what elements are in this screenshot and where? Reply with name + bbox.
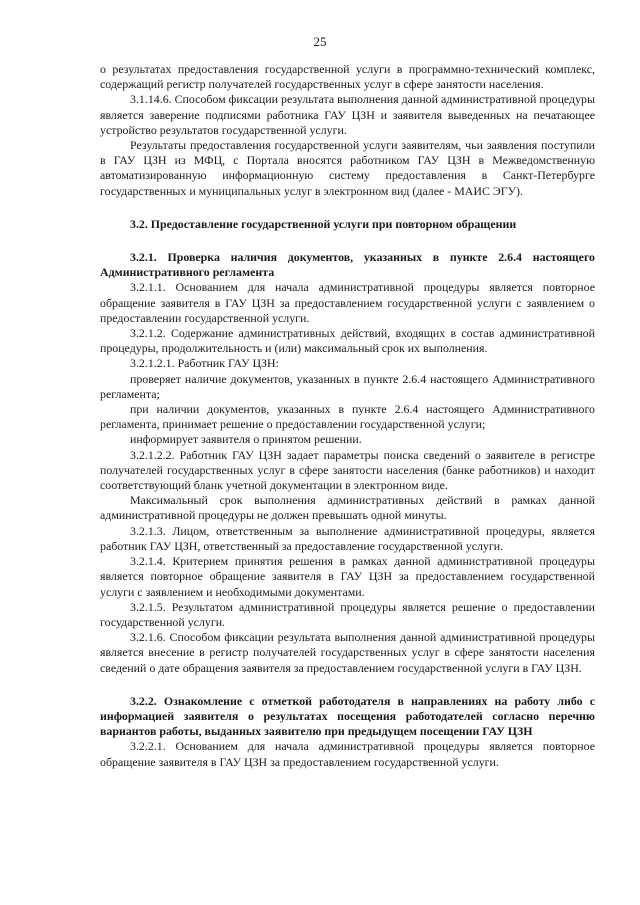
document-body [100,62,595,770]
paragraph: 3.2.1.1. Основанием для начала административной процедуры является повторное обращение заявителя в ГАУ ЦЗН за предоставлением государственной услуги с заявлением о предоставлении государственной услуги. [100,280,595,325]
section-heading: 3.2.1. Проверка наличия документов, указанных в пункте 2.6.4 настоящего Административного регламента [100,250,595,280]
paragraph: Результаты предоставления государственной услуги заявителям, чьи заявления поступили в ГАУ ЦЗН из МФЦ, с Портала вносятся работником ГАУ ЦЗН в Межведомственную автоматизированную информационную систему предоставления в Санкт-Петербурге государственных и муниципальных услуг в электронном вид (далее - МАИС ЭГУ). [100,138,595,198]
section-heading: 3.2. Предоставление государственной услуги при повторном обращении [130,216,517,231]
paragraph: 3.2.1.2.2. Работник ГАУ ЦЗН задает параметры поиска сведений о заявителе в регистре получателей государственных услуг в сфере занятости населения (банке работников) и находит соответствующий бланк учетной документации в электронном виде. [100,447,595,493]
paragraph: Максимальный срок выполнения административных действий в рамках данной административной процедуры не должен превышать одной минуты. [100,493,595,523]
paragraph: 3.2.2.1. Основанием для начала административной процедуры является повторное обращение заявителя в ГАУ ЦЗН за предоставлением государственной услуги. [100,739,595,769]
paragraph: 3.2.1.5. Результатом административной процедуры является решение о предоставлении государственной услуги. [100,599,595,629]
paragraph-gap [100,232,595,250]
paragraph: при наличии документов, указанных в пункте 2.6.4 настоящего Административного регламента, принимает решение о предоставлении государственной услуги; [100,402,595,432]
paragraph: 3.2.1.4. Критерием принятия решения в рамках данной административной процедуры является повторное обращение заявителя в ГАУ ЦЗН за предоставлением государственной услуги с заявлением и необходимыми документами. [100,554,595,599]
paragraph-gap [100,199,595,217]
section-heading: 3.2.2. Ознакомление с отметкой работодателя в направлениях на работу либо с информацией заявителя о результатах посещения работодателей согласно перечню вариантов работы, выданных заявителю при предыдущем посещении ГАУ ЦЗН [100,693,595,739]
page-number: 25 [313,34,327,49]
paragraph: 3.2.1.6. Способом фиксации результата выполнения данной административной процедуры является внесение в регистр получателей государственных услуг в сфере занятости населения сведений о дате обращения заявителя за предоставлением государственной услуги в ГАУ ЦЗН. [100,630,595,675]
paragraph: 3.2.1.3. Лицом, ответственным за выполнение административной процедуры, является работник ГАУ ЦЗН, ответственный за предоставление государственной услуги. [100,523,595,553]
paragraph: проверяет наличие документов, указанных в пункте 2.6.4 настоящего Административного регламента; [100,371,595,401]
paragraph: информирует заявителя о принятом решении. [130,432,362,447]
paragraph: о результатах предоставления государственной услуги в программно-технический комплекс, содержащий регистр получателей государственных услуг в сфере занятости населения. [100,62,595,92]
paragraph: 3.1.14.6. Способом фиксации результата выполнения данной административной процедуры является заверение подписями работника ГАУ ЦЗН и заявителя выведенных на печатающее устройство результатов государственной услуги. [100,92,595,137]
paragraph: 3.2.1.2.1. Работник ГАУ ЦЗН: [130,356,279,371]
paragraph-gap [100,676,595,694]
paragraph: 3.2.1.2. Содержание административных действий, входящих в состав административной процедуры, продолжительность и (или) максимальный срок их выполнения. [100,326,595,356]
